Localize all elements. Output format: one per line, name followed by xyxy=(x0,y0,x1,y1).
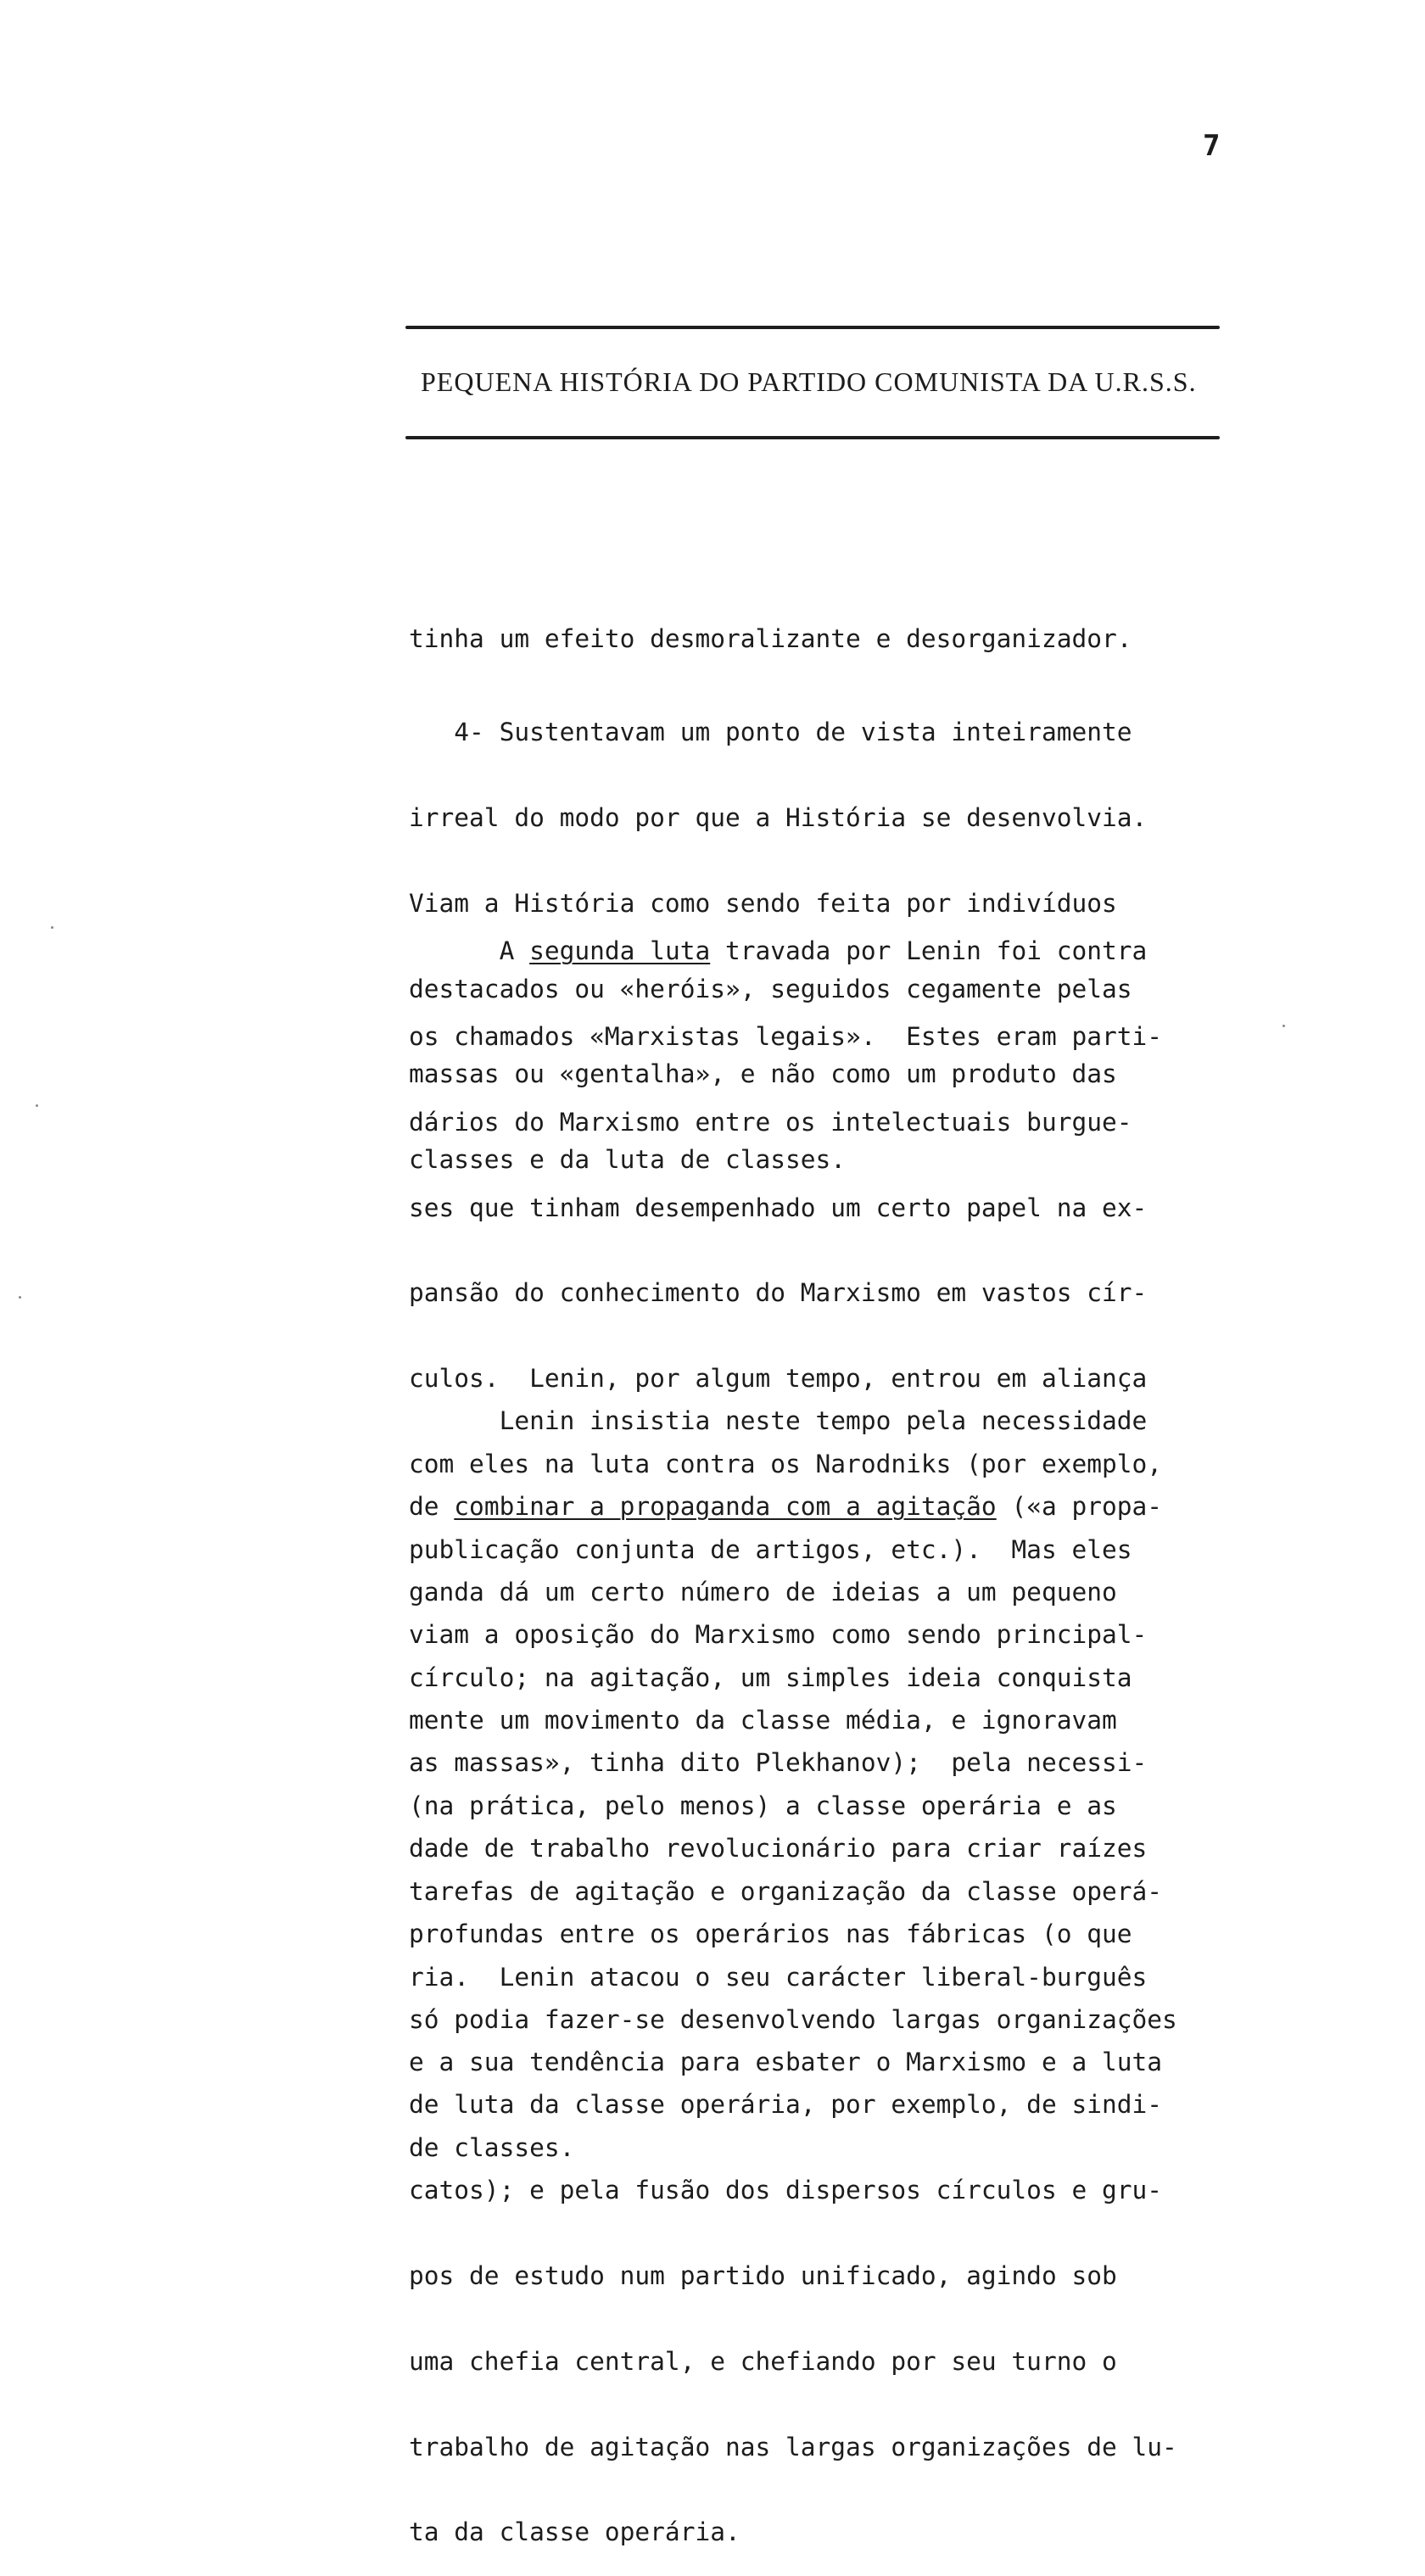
scan-speck xyxy=(19,1296,21,1299)
text-line: com eles na luta contra os Narodniks (por exemplo, xyxy=(409,1449,1163,1478)
text-line: Lenin insistia neste tempo pela necessidade xyxy=(409,1406,1148,1436)
text-line: círculo; na agitação, um simples ideia conquista xyxy=(409,1662,1132,1692)
text-line: uma chefia central, e chefiando por seu turno o xyxy=(409,2346,1117,2376)
header-bottom-rule xyxy=(405,436,1220,439)
text-line: profundas entre os operários nas fábricas (o que xyxy=(409,1919,1132,1948)
text-line: só podia fazer-se desenvolvendo largas organizações xyxy=(409,2004,1177,2034)
text-line: massas ou «gentalha», e não como um produto das xyxy=(409,1059,1117,1089)
text-line xyxy=(409,937,1249,966)
text-line: pansão do conhecimento do Marxismo em vastos cír- xyxy=(409,1278,1148,1308)
text-line: catos); e pela fusão dos dispersos círculos e gru- xyxy=(409,2176,1163,2205)
text-line xyxy=(409,1493,1249,1522)
text-fragment: A xyxy=(409,936,530,966)
text-line: (na prática, pelo menos) a classe operária e as xyxy=(409,1791,1117,1820)
running-header-title: PEQUENA HISTÓRIA DO PARTIDO COMUNISTA DA U.R.S.S. xyxy=(421,366,1197,397)
text-line: viam a oposição do Marxismo como sendo principal- xyxy=(409,1620,1148,1650)
header-top-rule xyxy=(405,326,1220,329)
text-line: dários do Marxismo entre os intelectuais burgue- xyxy=(409,1107,1132,1137)
scan-speck xyxy=(36,1104,38,1107)
text-line: tinha um efeito desmoralizante e desorganizador. xyxy=(409,624,1132,654)
scan-speck xyxy=(1282,1025,1285,1027)
text-line: 4- Sustentavam um ponto de vista inteiramente xyxy=(409,718,1132,747)
text-line: ses que tinham desempenhado um certo papel na ex- xyxy=(409,1193,1148,1222)
text-line: ria. Lenin atacou o seu carácter liberal-burguês xyxy=(409,1962,1148,1992)
text-line: mente um movimento da classe média, e ignoravam xyxy=(409,1706,1117,1735)
underlined-phrase: combinar a propaganda com a agitação xyxy=(454,1491,997,1521)
text-line: publicação conjunta de artigos, etc.). Mas eles xyxy=(409,1534,1132,1564)
text-line: de luta da classe operária, por exemplo, de sindi- xyxy=(409,2090,1163,2120)
text-fragment: («a propa- xyxy=(996,1491,1163,1521)
text-fragment: travada por Lenin foi contra xyxy=(710,936,1148,966)
text-line: irreal do modo por que a História se desenvolvia. xyxy=(409,802,1148,832)
text-line: Viam a História como sendo feita por indivíduos xyxy=(409,888,1117,918)
text-line: as massas», tinha dito Plekhanov); pela necessi- xyxy=(409,1748,1148,1778)
text-line: dade de trabalho revolucionário para criar raízes xyxy=(409,1834,1148,1864)
text-line: pos de estudo num partido unificado, agindo sob xyxy=(409,2261,1117,2290)
text-line: e a sua tendência para esbater o Marxismo e a luta xyxy=(409,2048,1163,2077)
text-line: de classes. xyxy=(409,2133,575,2163)
page-number: 7 xyxy=(1203,129,1221,163)
text-line: tarefas de agitação e organização da classe operá- xyxy=(409,1876,1163,1906)
text-line: destacados ou «heróis», seguidos cegamente pelas xyxy=(409,974,1132,1003)
scan-speck xyxy=(51,926,53,929)
text-line: trabalho de agitação nas largas organizações de lu- xyxy=(409,2432,1177,2461)
text-line: ta da classe operária. xyxy=(409,2517,740,2547)
text-line: os chamados «Marxistas legais». Estes eram parti- xyxy=(409,1021,1163,1051)
paragraph-propaganda-agitation xyxy=(409,1350,1249,2576)
text-line: culos. Lenin, por algum tempo, entrou em aliança xyxy=(409,1364,1148,1394)
underlined-phrase: segunda luta xyxy=(529,936,711,966)
text-line: ganda dá um certo número de ideias a um pequeno xyxy=(409,1577,1117,1607)
text-fragment: de xyxy=(409,1491,455,1521)
text-line: classes e da luta de classes. xyxy=(409,1145,847,1175)
